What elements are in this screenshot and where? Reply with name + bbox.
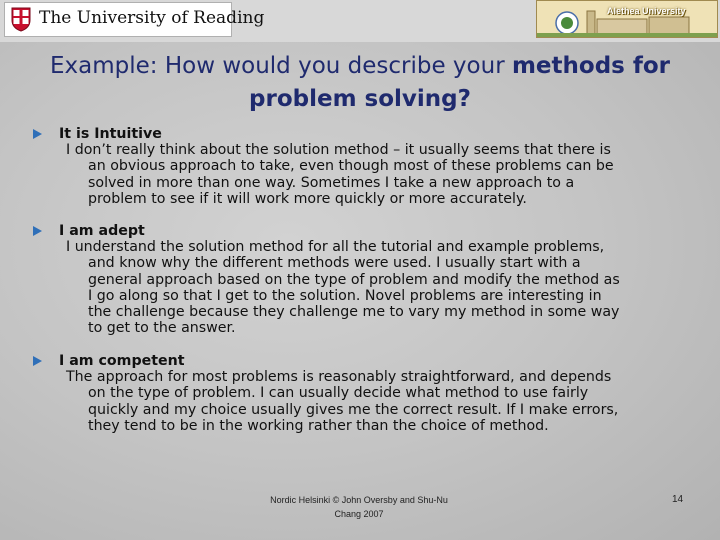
- bullet-arrow-icon: [33, 129, 42, 139]
- university-of-reading-logo: [4, 2, 265, 37]
- description-line: general approach based on the type of problem and modify the method as: [88, 271, 620, 288]
- bullet-description: [66, 142, 702, 207]
- bullet-heading: I am competent: [59, 353, 185, 369]
- footer-credit: [254, 493, 464, 521]
- description-line: quickly and my choice usually gives me the correct result. If I make errors,: [88, 401, 619, 418]
- slide-title: [30, 50, 690, 116]
- description-line: I go along so that I get to the solution. Novel problems are interesting in: [88, 287, 602, 304]
- slide-title-normal: Example: How would you describe your: [49, 53, 512, 79]
- description-line: to get to the answer.: [88, 320, 236, 337]
- bullet-heading: I am adept: [59, 223, 145, 239]
- university-name: The University of Reading: [39, 8, 265, 28]
- bullet-description: [66, 369, 702, 434]
- description-line: problem to see if it will work more quickly or more accurately.: [88, 190, 527, 207]
- bullet-arrow-icon: [33, 356, 42, 366]
- description-line: The approach for most problems is reasonably straightforward, and depends: [66, 369, 612, 386]
- alethea-university-banner: [536, 0, 718, 38]
- university-crest-icon: [11, 7, 31, 32]
- bullet-arrow-icon: [33, 226, 42, 236]
- description-line: the challenge because they challenge me to vary my method in some way: [88, 303, 620, 320]
- footer-credit-line: Nordic Helsinki © John Oversby and Shu-Nu: [270, 495, 448, 505]
- bullet-description: [66, 239, 702, 336]
- page-number: 14: [672, 494, 684, 505]
- description-line: an obvious approach to take, even though most of these problems can be: [88, 158, 614, 175]
- partner-university-name: Alethea University: [607, 6, 686, 16]
- description-line: on the type of problem. I can usually decide what method to use fairly: [88, 385, 589, 402]
- description-line: and know why the different methods were used. I usually start with a: [88, 255, 581, 272]
- footer-credit-line: Chang 2007: [334, 509, 384, 519]
- description-line: I don’t really think about the solution method – it usually seems that there is: [66, 142, 611, 159]
- description-line: I understand the solution method for all the tutorial and example problems,: [66, 239, 605, 256]
- description-line: they tend to be in the working rather than the choice of method.: [88, 417, 549, 434]
- slide-title-bold: methods for problem solving?: [249, 53, 671, 112]
- bullet-heading: It is Intuitive: [59, 126, 162, 142]
- description-line: solved in more than one way. Sometimes I take a new approach to a: [88, 174, 575, 191]
